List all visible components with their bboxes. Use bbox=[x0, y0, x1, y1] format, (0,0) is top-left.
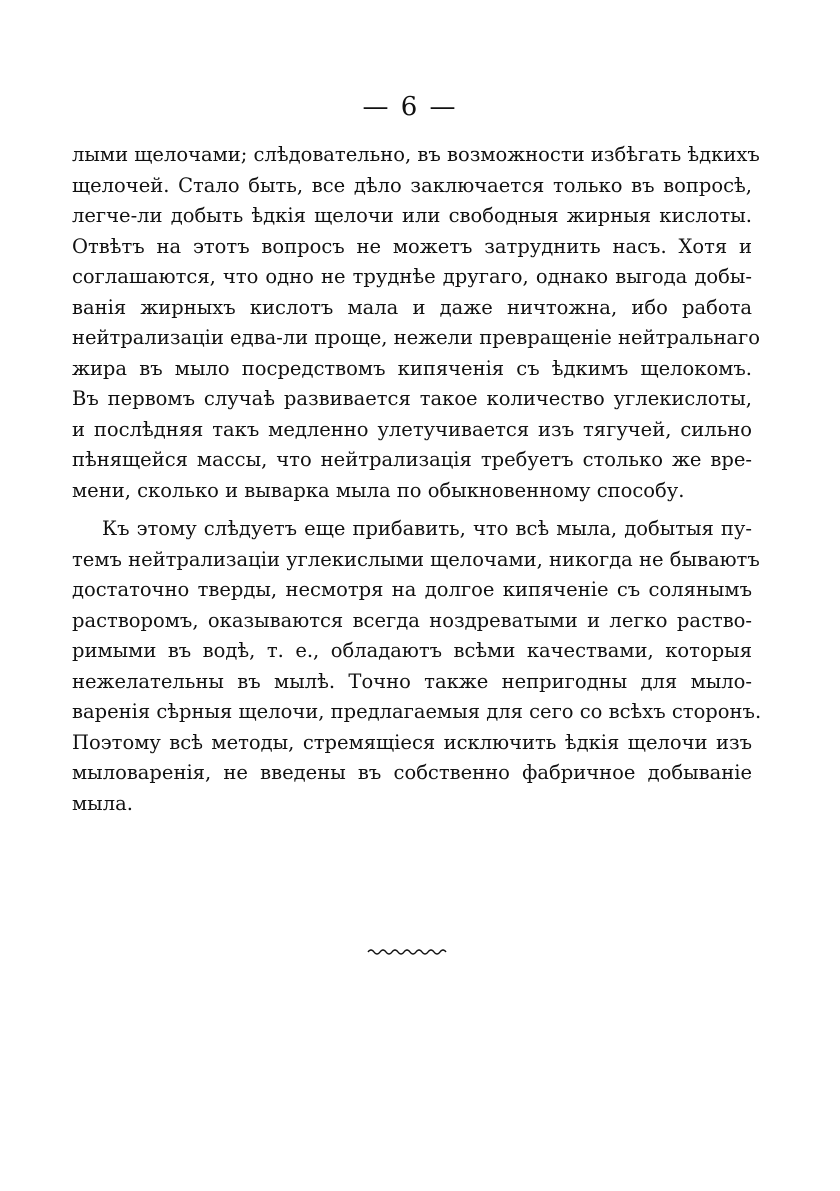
text-line: лыми щелочами; слѣдовательно, въ возможности избѣгать ѣдкихъ bbox=[72, 143, 760, 166]
text-line: Въ первомъ случаѣ развивается такое количество углекислоты, bbox=[72, 387, 752, 410]
text-line: пѣнящейся массы, что нейтрализація требуетъ столько же вре- bbox=[72, 448, 752, 471]
paragraph bbox=[72, 140, 761, 506]
text-line: темъ нейтрализаціи углекислыми щелочами, никогда не бываютъ bbox=[72, 547, 760, 571]
text-line: щелочей. Стало быть, все дѣло заключается только въ вопросѣ, bbox=[72, 173, 752, 197]
paragraph bbox=[72, 514, 762, 819]
wavy-line bbox=[368, 950, 446, 954]
text-line: мыла. bbox=[72, 791, 133, 815]
text-line: римыми въ водѣ, т. е., обладаютъ всѣми качествами, которыя bbox=[72, 639, 752, 662]
text-line: нейтрализаціи едва-ли проще, нежели превращеніе нейтральнаго bbox=[72, 326, 761, 349]
text-line: Поэтому всѣ методы, стремящіеся исключить ѣдкія щелочи изъ bbox=[72, 730, 752, 754]
text-line: ванія жирныхъ кислотъ мала и даже ничтожна, ибо работа bbox=[72, 295, 752, 319]
text-line: Отвѣтъ на этотъ вопросъ не можетъ затруднить насъ. Хотя и bbox=[72, 234, 752, 258]
body-text bbox=[72, 140, 762, 819]
text-line: легче-ли добыть ѣдкія щелочи или свободныя жирныя кислоты. bbox=[72, 204, 752, 227]
text-line: мыловаренія, не введены въ собственно фабричное добываніе bbox=[72, 761, 752, 784]
text-line: соглашаются, что одно не труднѣе другаго, однако выгода добы- bbox=[72, 265, 752, 288]
text-line: Къ этому слѣдуетъ еще прибавить, что всѣ мыла, добытыя пу- bbox=[102, 517, 752, 540]
text-line: и послѣдняя такъ медленно улетучивается изъ тягучей, сильно bbox=[72, 417, 752, 441]
text-line: мени, сколько и выварка мыла по обыкновенному способу. bbox=[72, 478, 685, 502]
ornament-divider bbox=[366, 940, 456, 960]
text-line: варенія сѣрныя щелочи, предлагаемыя для сего со всѣхъ сторонъ. bbox=[72, 700, 762, 723]
text-line: достаточно тверды, несмотря на долгое кипяченіе съ солянымъ bbox=[72, 578, 752, 601]
page-number: — 6 — bbox=[362, 92, 458, 122]
paragraph-gap bbox=[72, 506, 752, 514]
text-line: нежелательны въ мылѣ. Точно также непригодны для мыло- bbox=[72, 669, 752, 693]
text-line: растворомъ, оказываются всегда ноздреватыми и легко раство- bbox=[72, 608, 752, 632]
text-line: жира въ мыло посредствомъ кипяченія съ ѣдкимъ щелокомъ. bbox=[72, 356, 752, 380]
